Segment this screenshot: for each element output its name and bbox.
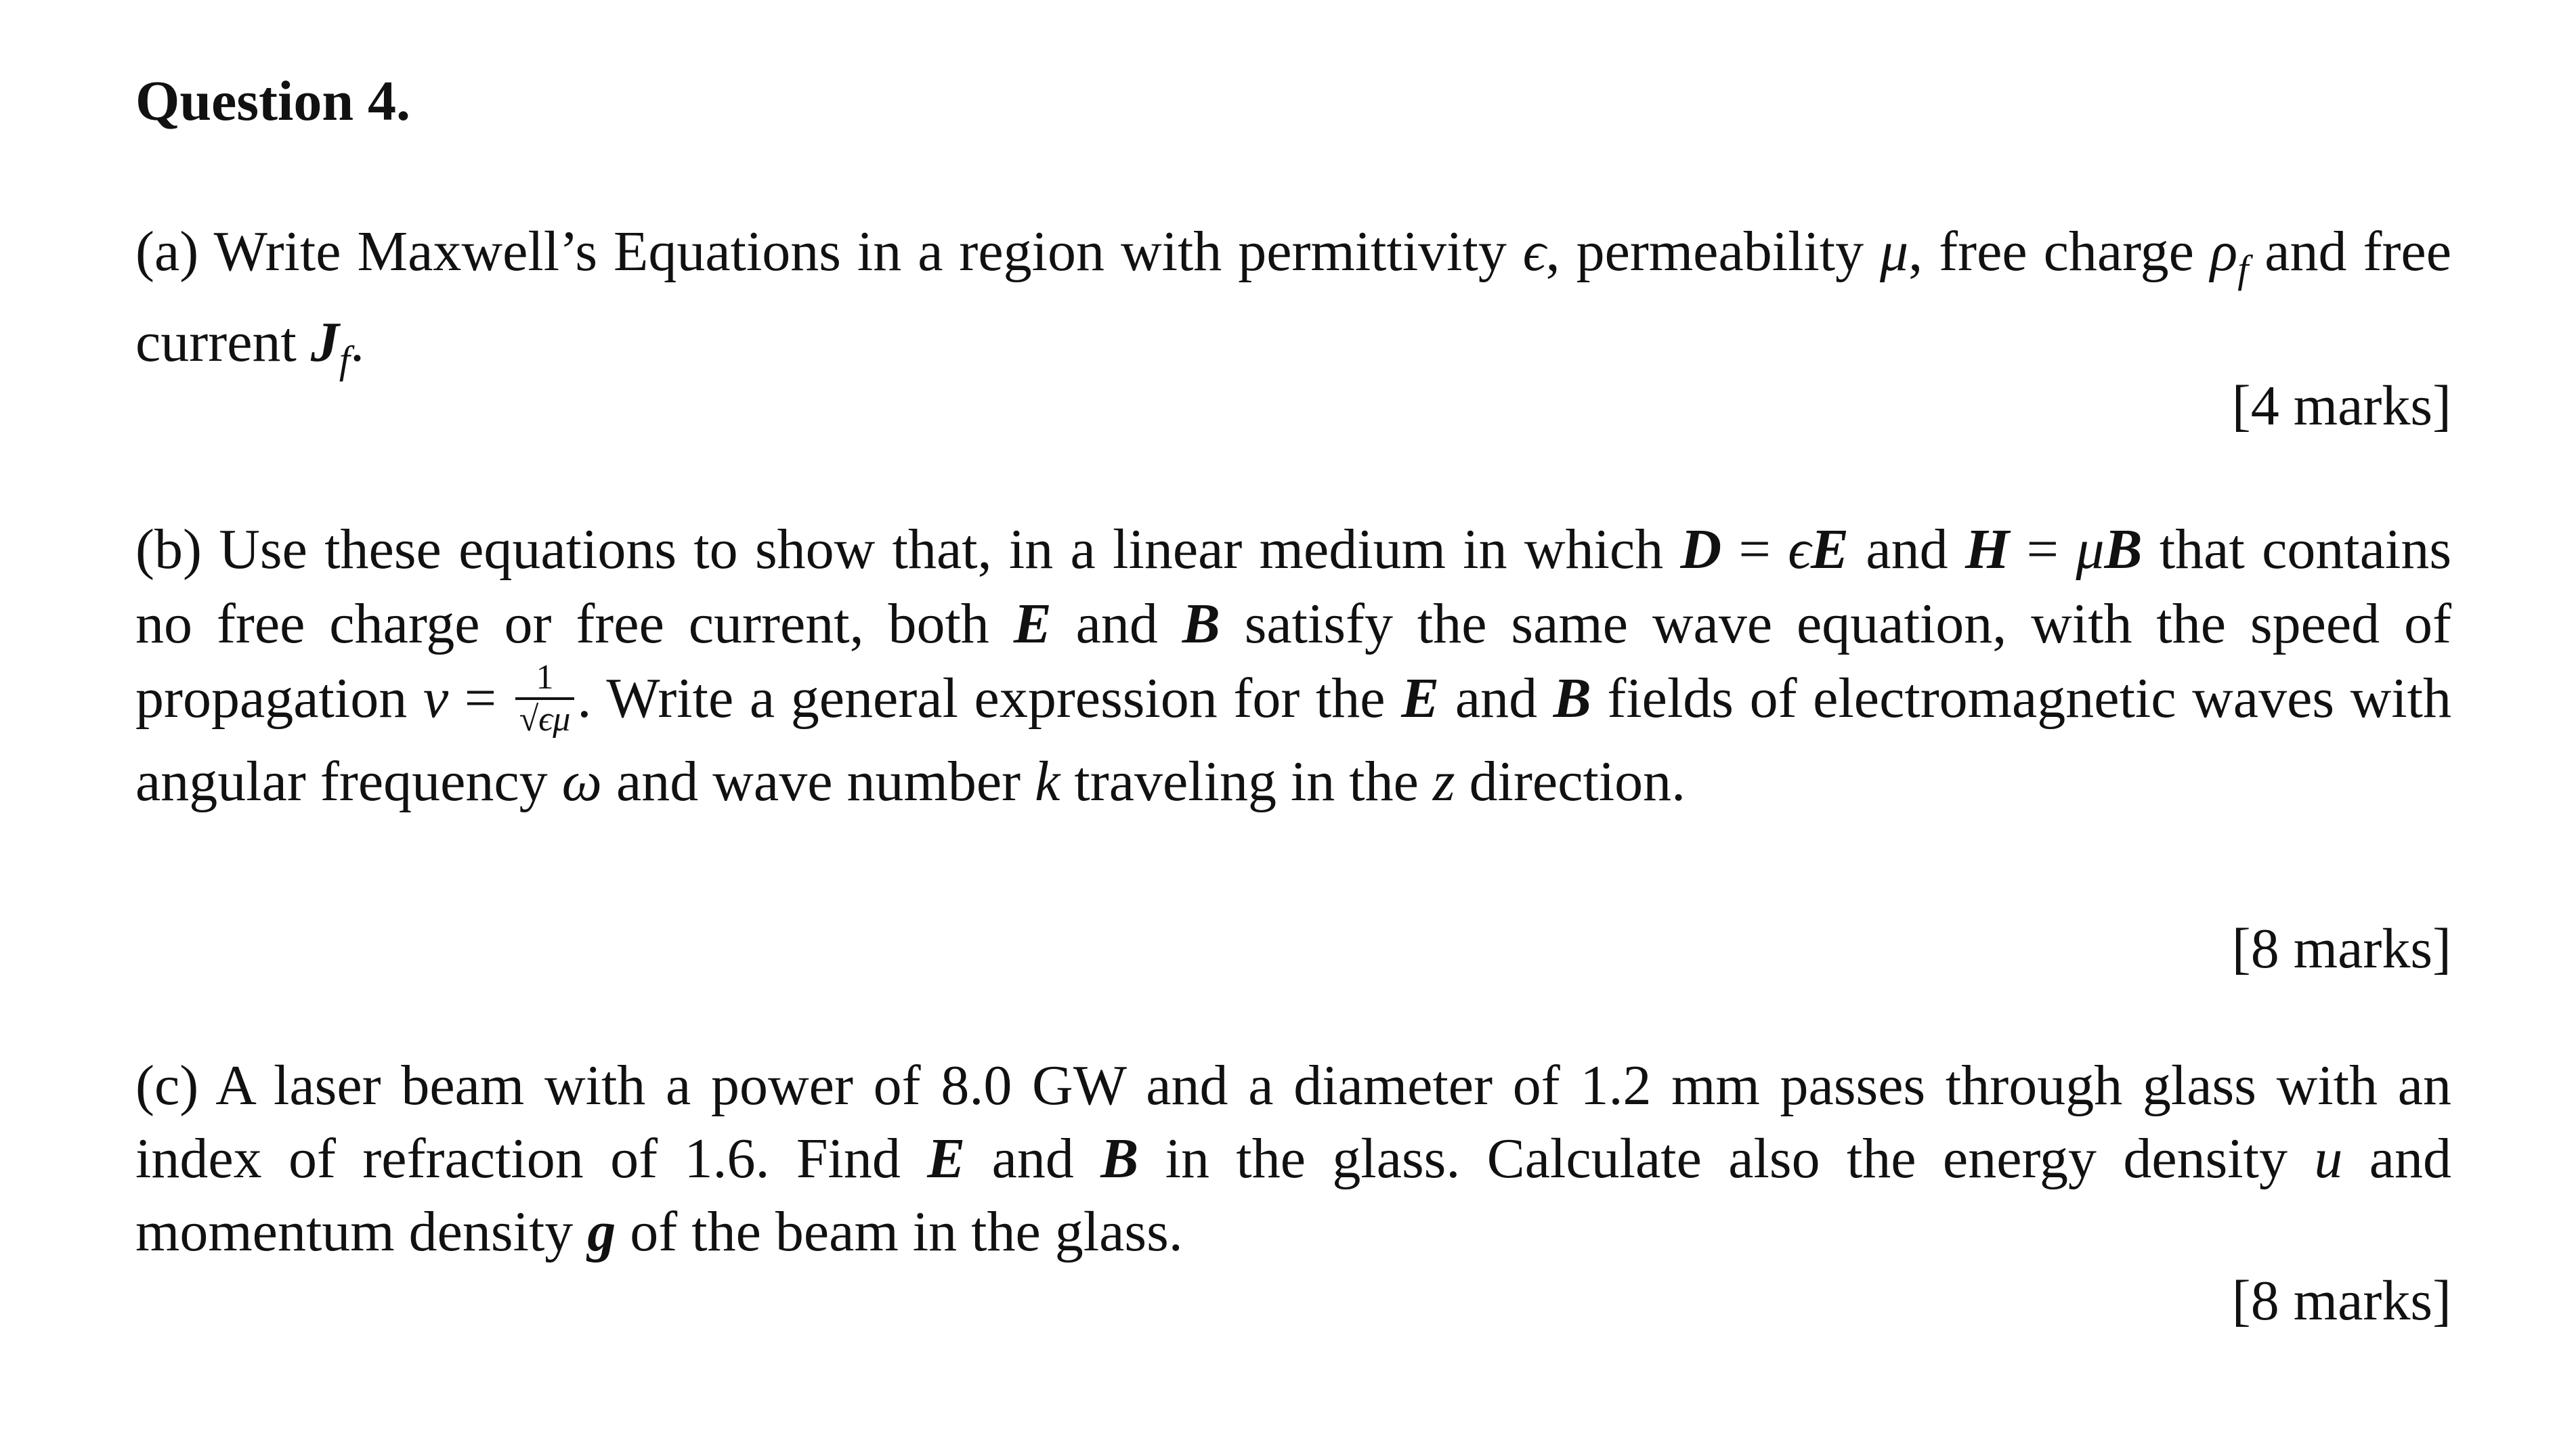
part-c-text-1: (c) A laser beam with a power of 8.0 GW and a diameter of 1.2 mm passes through glass with an index of refraction of 1.6. Find [135,1054,2451,1190]
symbol-mu: μ [1880,220,1909,283]
symbol-v: v [423,667,449,730]
part-a-text-5: . [349,311,364,374]
symbol-epsilon: ϵ [1788,518,1811,581]
part-a-text-3: , free charge [1908,220,2210,283]
part-c-marks: [8 marks] [2231,1269,2451,1332]
part-b-text-2: and [1849,518,1965,581]
sqrt-symbol: √ [519,699,539,739]
question-page [135,0,2451,1446]
question-title: Question 4. [135,70,411,133]
part-b-text-8: fields of electromagnetic waves with angular frequency [135,667,2451,813]
symbol-k: k [1035,749,1060,813]
symbol-J: J [310,311,339,374]
symbol-H: H [1965,518,2010,581]
symbol-D: D [1680,518,1722,581]
part-a-marks: [4 marks] [2231,374,2451,437]
symbol-omega: ω [561,749,602,813]
symbol-rho: ρ [2210,220,2238,283]
symbol-B: B [1553,667,1591,730]
part-b-text-6: . Write a general expression for the [577,667,1402,730]
symbol-B: B [2104,518,2143,581]
part-b-text [135,512,2451,819]
part-c-text-4: and momentum density [135,1127,2451,1263]
symbol-mu: μ [2076,518,2105,581]
part-c-text-2: and [965,1127,1101,1190]
part-a-text-2: , permeability [1545,220,1881,283]
symbol-E: E [1013,592,1052,655]
sqrt-argument: ϵμ [538,698,570,739]
eq1-equals: = [1721,518,1788,581]
part-a-text-4: and free current [135,220,2451,374]
part-c-text [135,1049,2451,1269]
part-c-text-3: in the glass. Calculate also the energy density [1138,1127,2315,1190]
part-b-text-1: (b) Use these equations to show that, in a linear medium in which [135,518,1681,581]
part-b-text-3: that contains no free charge or free current, both [135,518,2452,655]
symbol-u: u [2314,1127,2343,1190]
part-b-text-5: satisfy the same wave equation, with the speed of propagation [135,592,2451,730]
symbol-B: B [1100,1127,1139,1190]
part-a-text-1: (a) Write Maxwell’s Equations in a region with permittivity [135,220,1523,283]
eq3-equals: = [448,667,513,730]
part-a-text [135,215,2451,397]
part-b-text-7: and [1439,667,1553,730]
symbol-B: B [1182,592,1220,655]
part-b-text-9: and wave number [601,749,1035,813]
part-b-text-11: direction. [1455,749,1686,813]
symbol-J-subscript: f [339,338,350,382]
symbol-E: E [1401,667,1440,730]
part-b-text-4: and [1051,592,1182,655]
symbol-z: z [1432,749,1455,813]
part-c-text-5: of the beam in the glass. [616,1200,1183,1263]
part-b-text-10: traveling in the [1060,749,1433,813]
symbol-rho-subscript: f [2237,247,2249,291]
symbol-g: g [587,1200,616,1263]
symbol-E: E [927,1127,966,1190]
fraction-denominator [515,700,575,739]
eq2-equals: = [2009,518,2076,581]
speed-fraction [515,658,575,739]
symbol-epsilon: ϵ [1522,220,1546,283]
symbol-E: E [1811,518,1849,581]
part-b-marks: [8 marks] [2231,917,2451,980]
fraction-numerator: 1 [515,658,575,700]
